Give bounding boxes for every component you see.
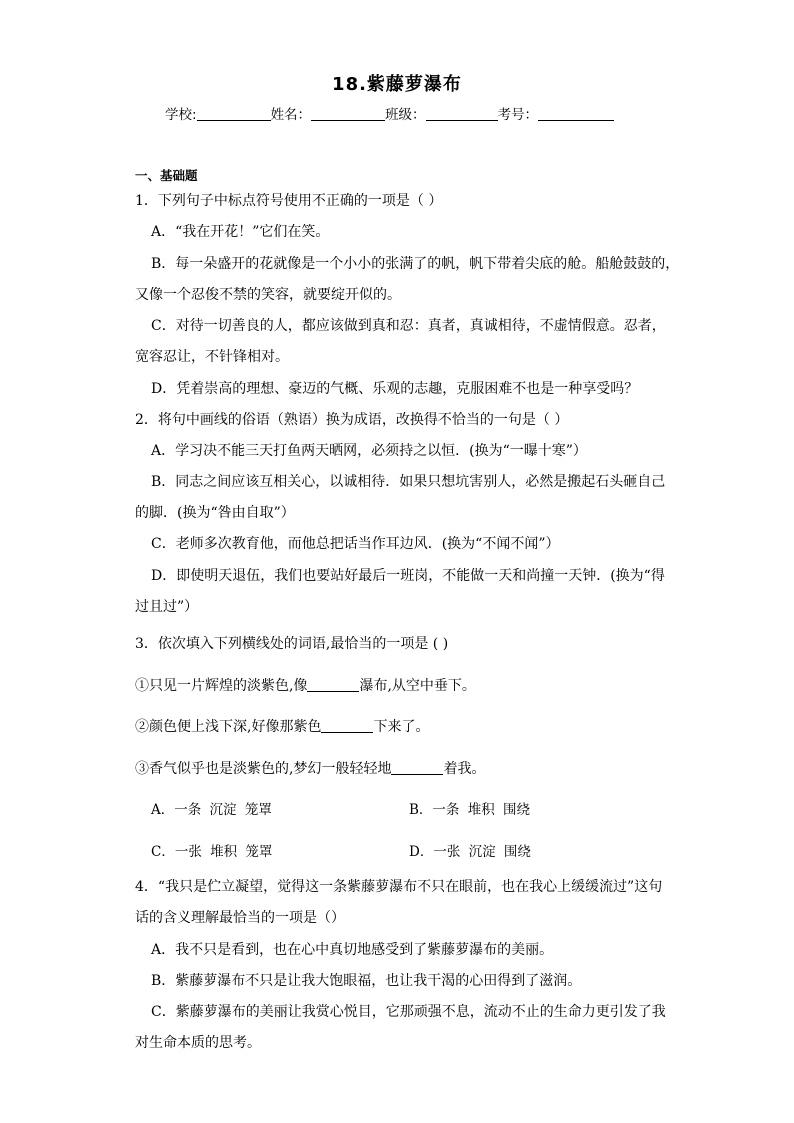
question-1-option-a: A．“我在开花！”它们在笑。 — [151, 224, 330, 240]
question-2-option-c: C．老师多次教育他，而他总把话当作耳边风．(换为“不闻不闻”） — [151, 536, 560, 552]
page-title: 18.紫藤萝瀑布 — [332, 74, 462, 95]
question-1-option-c: C．对待一切善良的人，都应该做到真和忍：真者，真诚相待，不虚情假意。忍者， — [151, 318, 666, 334]
question-2-option-a: A．学习决不能三天打鱼两天晒网，必须持之以恒．(换为“一曝十寒”） — [151, 443, 587, 459]
name-blank — [311, 106, 385, 121]
question-4-option-a: A．我不只是看到，也在心中真切地感受到了紫藤萝瀑布的美丽。 — [151, 942, 554, 958]
question-2-option-b: B．同志之间应该互相关心，以诚相待．如果只想坑害别人，必然是搬起石头砸自己 — [151, 474, 666, 490]
question-1-option-b: B．每一朵盛开的花就像是一个小小的张满了的帆，帆下带着尖底的舱。船舱鼓鼓的， — [151, 256, 680, 272]
number-label: 考号： — [497, 107, 539, 123]
question-3-sentence-3: ③香气似乎也是淡紫色的,梦幻一般轻轻地 着我。 — [135, 761, 486, 777]
question-4-stem-cont: 话的含义理解最恰当的一项是（） — [135, 910, 345, 926]
question-1-option-b-cont: 又像一个忍俊不禁的笑容，就要绽开似的。 — [135, 287, 401, 303]
name-label: 姓名： — [270, 107, 312, 123]
school-blank — [197, 106, 271, 121]
question-4-option-b: B．紫藤萝瀑布不只是让我大饱眼福，也让我干渴的心田得到了滋润。 — [151, 973, 582, 989]
section-heading: 一、基础题 — [135, 168, 198, 183]
number-blank — [538, 106, 614, 121]
school-label: 学校: — [165, 107, 197, 123]
question-4-stem: 4．“我只是伫立凝望，觉得这一条紫藤萝瀑布不只在眼前，也在我心上缓缓流过”这句 — [135, 879, 663, 895]
question-1-option-c-cont: 宽容忍让，不针锋相对。 — [135, 349, 289, 365]
fill-blank-3 — [391, 760, 443, 775]
class-blank — [426, 106, 498, 121]
question-3-option-d: D．一张 沉淀 围绕 — [409, 844, 531, 860]
question-1-stem: 1．下列句子中标点符号使用不正确的一项是（ ） — [135, 193, 443, 209]
question-3-stem: 3．依次填入下列横线处的词语,最恰当的一项是 ( ) — [135, 636, 449, 652]
question-3-option-c: C．一张 堆积 笼罩 — [151, 844, 273, 860]
question-3-option-b: B．一条 堆积 围绕 — [409, 802, 531, 818]
question-2-option-d: D．即使明天退伍，我们也要站好最后一班岗，不能做一天和尚撞一天钟．(换为“得 — [151, 568, 665, 584]
class-label: 班级： — [385, 107, 426, 123]
question-3-option-a: A．一条 沉淀 笼罩 — [151, 802, 272, 818]
fill-blank-2 — [321, 718, 373, 733]
question-2-option-d-cont: 过且过”） — [135, 599, 199, 615]
student-info-line — [165, 103, 614, 123]
question-1-option-d: D．凭着崇高的理想、豪迈的气概、乐观的志趣，克服困难不也是一种享受吗？ — [151, 381, 639, 397]
question-3-sentence-1: ①只见一片辉煌的淡紫色,像 瀑布,从空中垂下。 — [135, 678, 476, 694]
question-4-option-c-cont: 对生命本质的思考。 — [135, 1035, 261, 1051]
question-2-stem: 2．将句中画线的俗语（熟语）换为成语，改换得不恰当的一句是（ ） — [135, 412, 569, 428]
question-2-option-b-cont: 的脚．(换为“咎由自取”） — [135, 505, 295, 521]
question-3-sentence-2: ②颜色便上浅下深,好像那紫色 下来了。 — [135, 719, 430, 735]
fill-blank-1 — [307, 677, 359, 692]
question-4-option-c: C．紫藤萝瀑布的美丽让我赏心悦目，它那顽强不息，流动不止的生命力更引发了我 — [151, 1004, 666, 1020]
